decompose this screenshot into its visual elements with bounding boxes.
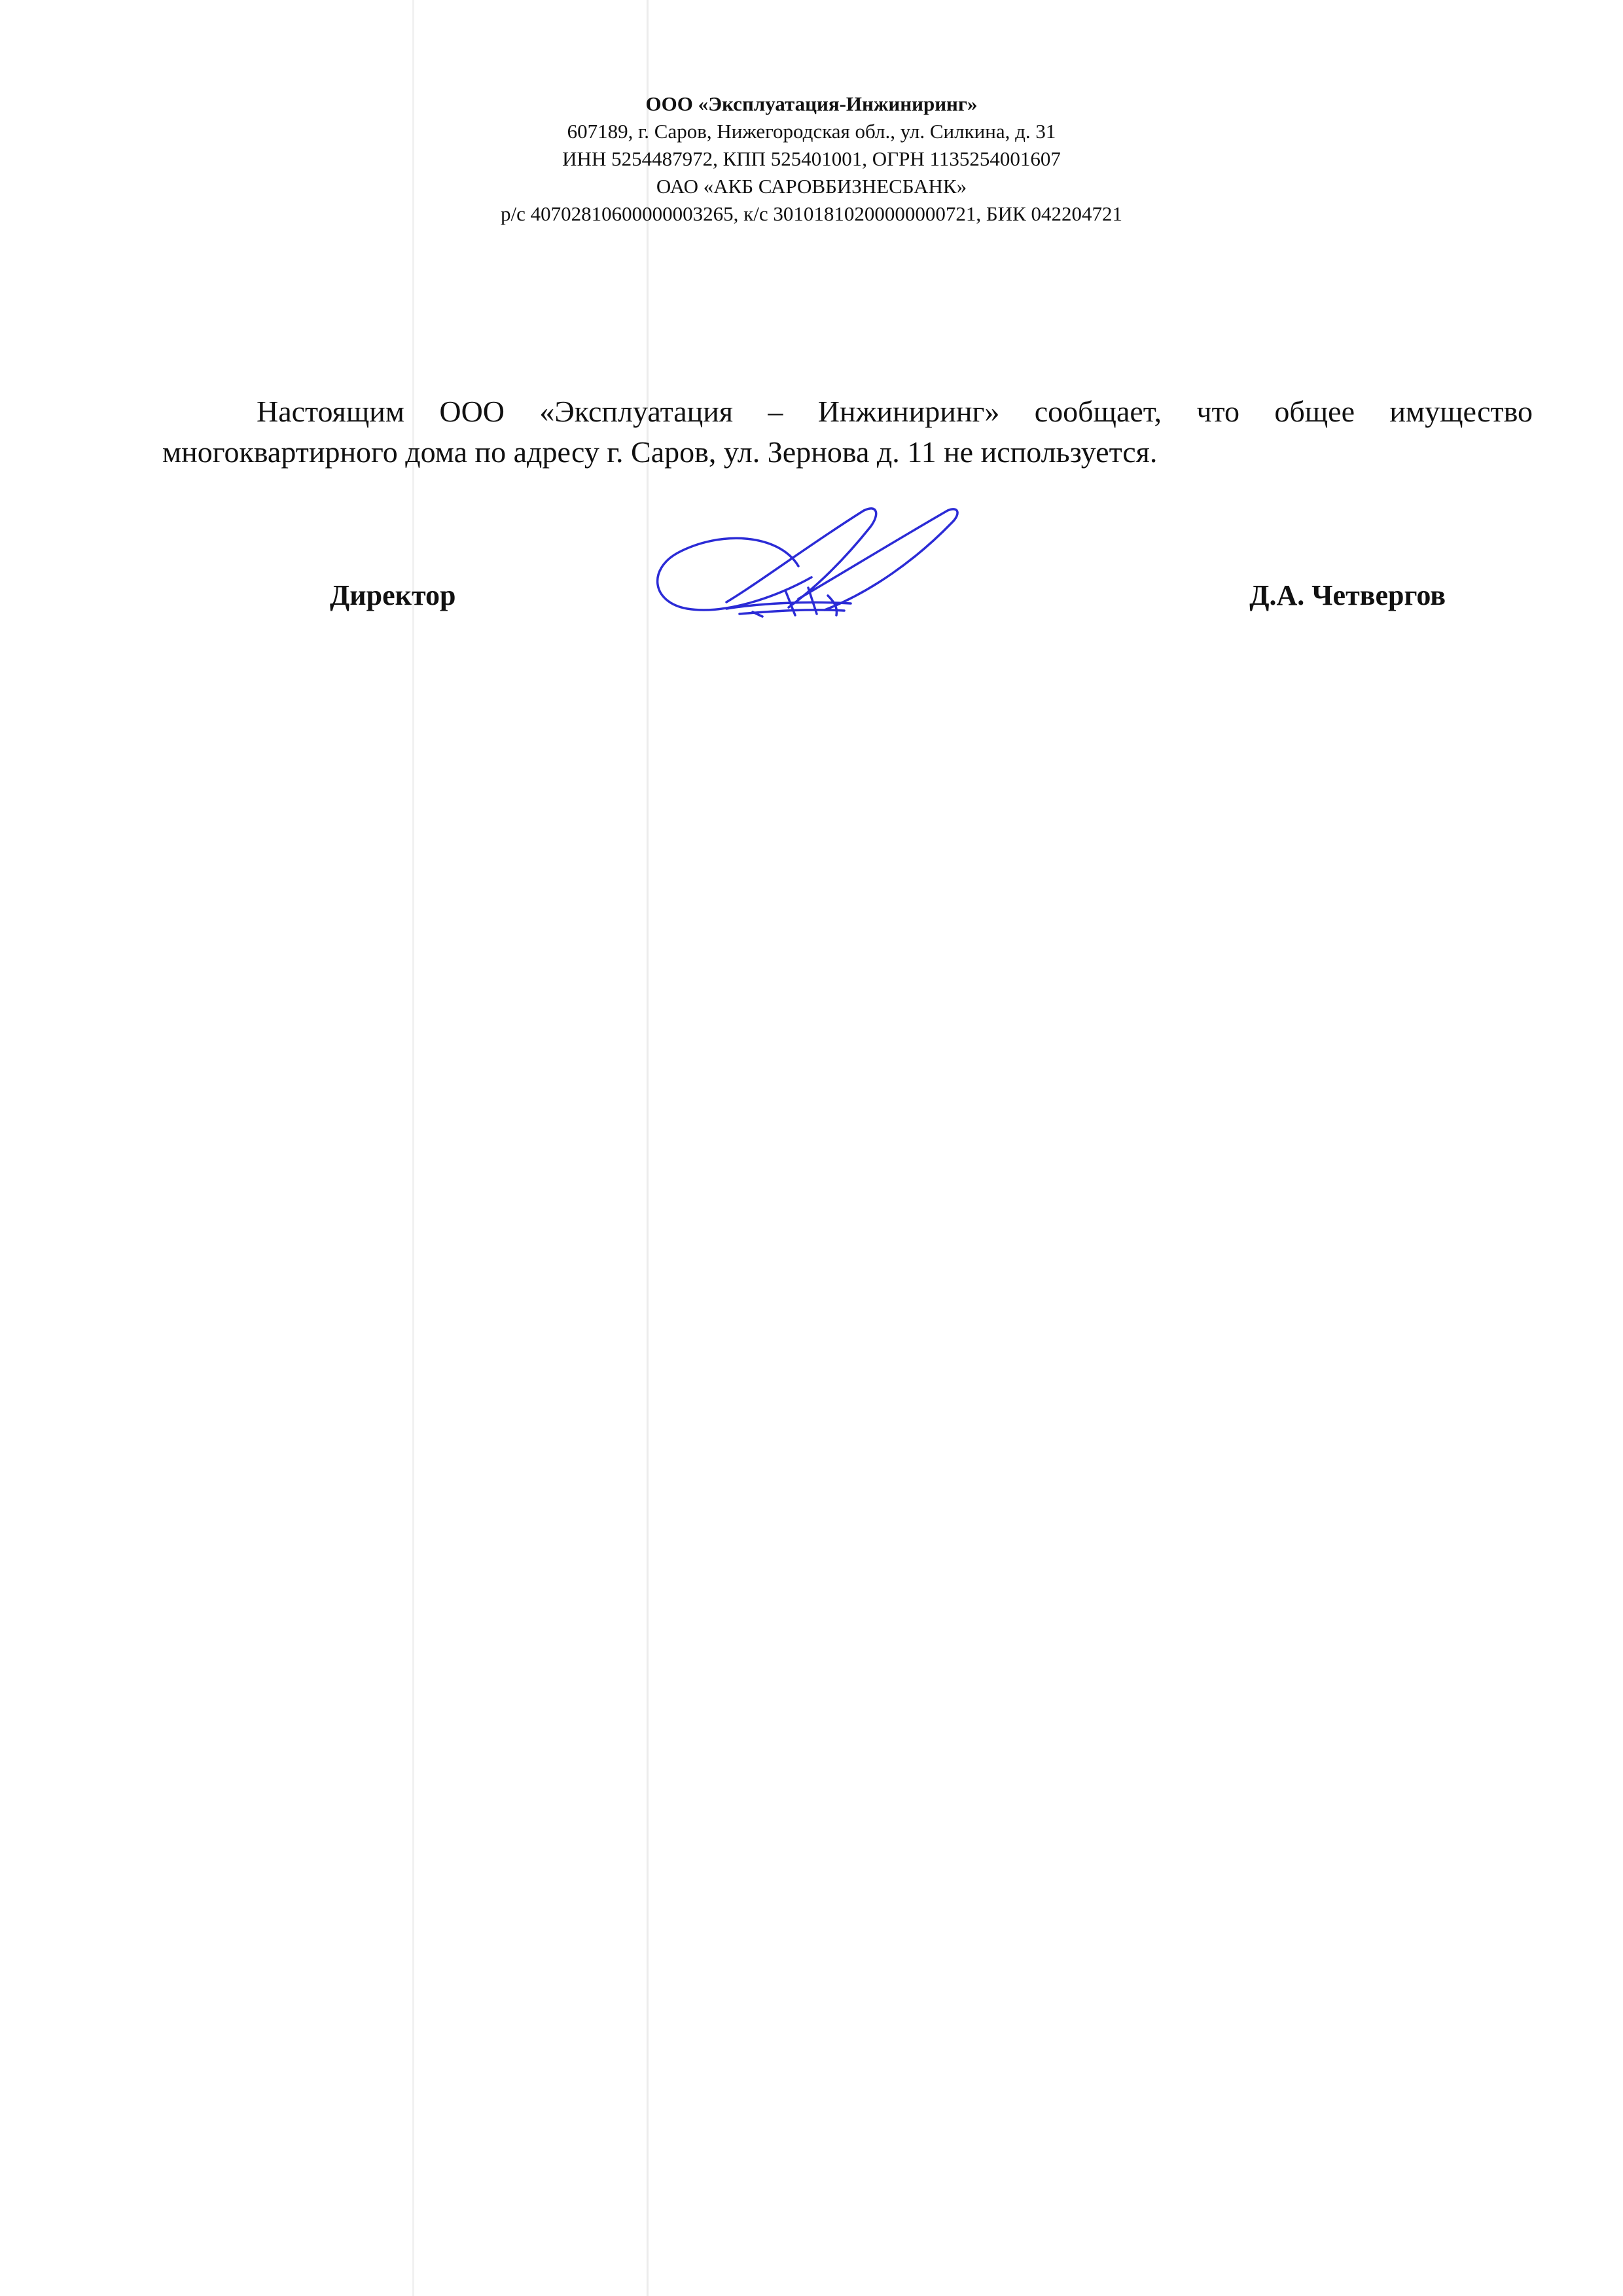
company-name: ООО «Эксплуатация-Инжиниринг» bbox=[645, 92, 978, 115]
signatory-name: Д.А. Четвергов bbox=[1249, 579, 1446, 611]
company-accounts: р/с 40702810600000003265, к/с 30101810200000000721, БИК 042204721 bbox=[501, 202, 1122, 225]
company-address: 607189, г. Саров, Нижегородская обл., ул. Силкина, д. 31 bbox=[567, 120, 1056, 143]
letter-body bbox=[162, 391, 1533, 473]
company-registry: ИНН 5254487972, КПП 525401001, ОГРН 1135254001607 bbox=[562, 147, 1061, 170]
letterhead bbox=[0, 90, 1623, 228]
signatory-title: Директор bbox=[330, 579, 456, 611]
scan-fold-line bbox=[412, 0, 414, 2296]
handwritten-signature bbox=[648, 504, 975, 625]
body-line-2: многоквартирного дома по адресу г. Саров, ул. Зернова д. 11 не используется. bbox=[162, 435, 1158, 469]
body-line-1: Настоящим ООО «Эксплуатация – Инжиниринг» сообщает, что общее имущество bbox=[257, 395, 1533, 428]
company-bank: ОАО «АКБ САРОВБИЗНЕСБАНК» bbox=[656, 175, 967, 198]
scan-fold-line bbox=[647, 0, 649, 2296]
